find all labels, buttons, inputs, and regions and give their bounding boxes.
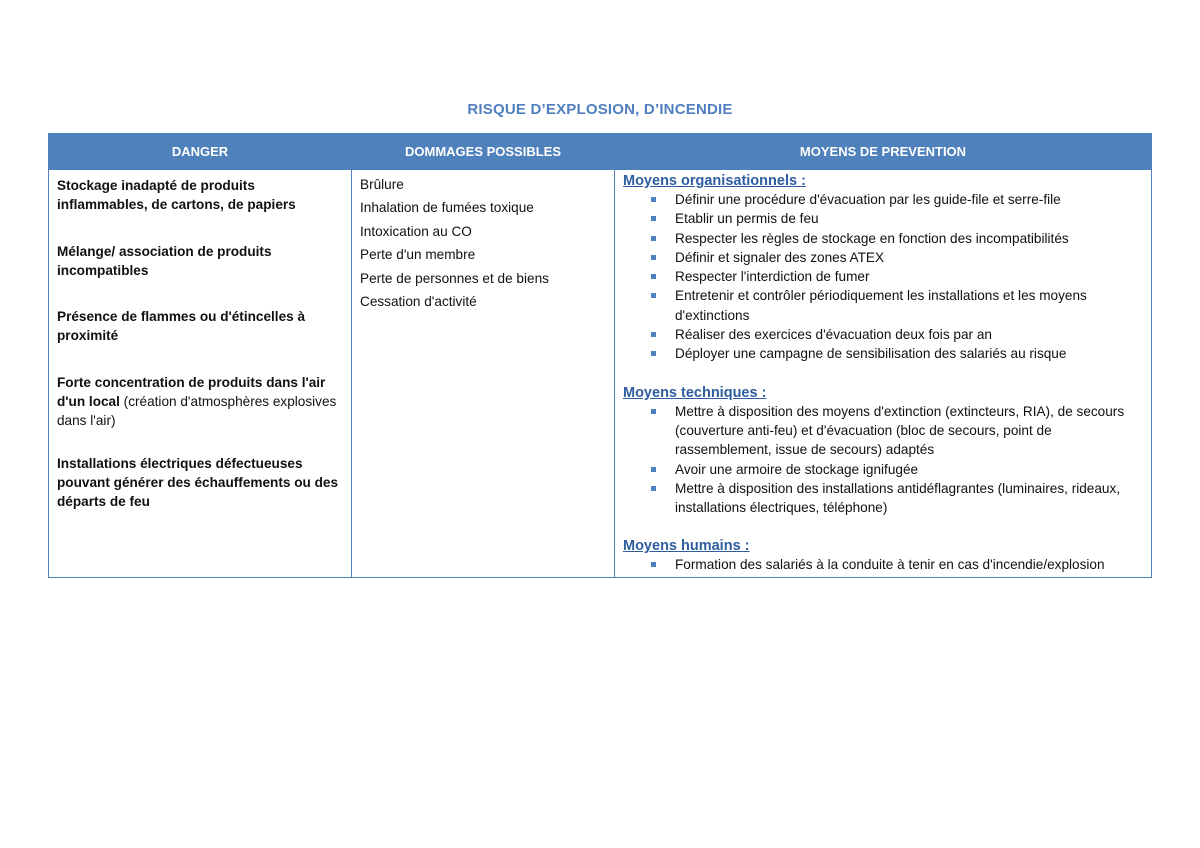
square-bullet-icon (651, 197, 656, 202)
danger-detail: (création d'atmosphères explosives dans l'air) (57, 394, 337, 429)
dommage-item: Inhalation de fumées toxique (360, 200, 534, 216)
page-title: RISQUE D’EXPLOSION, D’INCENDIE (467, 101, 733, 118)
list-item-text: Mettre à disposition des moyens d'extinction (extincteurs, RIA), de secours (couverture anti-feu) et d'évacuation (bloc de secours, point de rassemblement, issue de secours) adaptés (675, 403, 1125, 458)
section-title-humains: Moyens humains : (623, 538, 750, 555)
prevention-cell (615, 170, 1152, 578)
square-bullet-icon (651, 486, 656, 491)
dommage-item: Brûlure (360, 177, 404, 192)
danger-text: Installations électriques défectueuses pouvant générer des échauffements ou des départs de feu (57, 455, 339, 510)
danger-item (57, 307, 344, 346)
list-item (675, 479, 1143, 518)
list-item-text: Etablir un permis de feu (675, 211, 819, 227)
square-bullet-icon (651, 467, 656, 472)
list-item (675, 248, 1143, 267)
list-item (675, 190, 1143, 209)
list-item (675, 209, 1143, 228)
list-item-text: Respecter l'interdiction de fumer (675, 269, 870, 285)
square-bullet-icon (651, 351, 656, 356)
danger-item (57, 242, 344, 281)
square-bullet-icon (651, 293, 656, 298)
risk-table (48, 133, 1152, 578)
list-item-text: Définir et signaler des zones ATEX (675, 249, 885, 265)
section-title-techniques: Moyens techniques : (623, 384, 767, 401)
list-item (675, 267, 1143, 286)
dommages-cell (352, 170, 615, 578)
list-item (675, 555, 1143, 574)
list-item (675, 286, 1143, 325)
list-humains (623, 555, 1143, 574)
list-item-text: Déployer une campagne de sensibilisation des salariés au risque (675, 346, 1067, 362)
danger-text: Stockage inadapté de produits inflammables, de cartons, de papiers (57, 178, 296, 213)
list-item (675, 344, 1143, 363)
dommage-item: Perte de personnes et de biens (360, 270, 549, 286)
spacer (623, 364, 1143, 384)
table-header-row (49, 134, 1152, 170)
section-title-organisationnels: Moyens organisationnels : (623, 173, 806, 189)
dommage-item: Cessation d'activité (360, 294, 477, 310)
list-item-text: Entretenir et contrôler périodiquement les installations et les moyens d'extinctions (675, 288, 1087, 323)
square-bullet-icon (651, 274, 656, 279)
square-bullet-icon (651, 255, 656, 260)
list-item-text: Réaliser des exercices d'évacuation deux fois par an (675, 327, 992, 343)
danger-text: Présence de flammes ou d'étincelles à proximité (57, 309, 306, 344)
list-organisationnels (623, 190, 1143, 364)
list-item (675, 460, 1143, 479)
danger-text: Mélange/ association de produits incompatibles (57, 243, 272, 278)
square-bullet-icon (651, 409, 656, 414)
list-item-text: Définir une procédure d'évacuation par les guide-file et serre-file (675, 192, 1061, 207)
header-dommages: DOMMAGES POSSIBLES (352, 134, 615, 170)
danger-text: Forte concentration de produits dans l'air d'un local (57, 374, 326, 410)
list-item-text: Respecter les règles de stockage en fonction des incompatibilités (675, 230, 1069, 246)
square-bullet-icon (651, 332, 656, 337)
square-bullet-icon (651, 216, 656, 221)
table-row (49, 170, 1152, 578)
list-item (675, 402, 1143, 460)
list-item-text: Formation des salariés à la conduite à tenir en cas d'incendie/explosion (675, 557, 1105, 573)
square-bullet-icon (651, 236, 656, 241)
square-bullet-icon (651, 562, 656, 567)
danger-item (57, 373, 344, 431)
list-item (675, 229, 1143, 248)
list-item-text: Mettre à disposition des installations antidéflagrantes (luminaires, rideaux, installations électriques, téléphone) (675, 480, 1121, 516)
header-danger: DANGER (49, 134, 352, 170)
danger-item (57, 454, 344, 512)
danger-cell (49, 170, 352, 578)
dommage-item: Intoxication au CO (360, 223, 472, 239)
list-item (675, 325, 1143, 344)
danger-item (57, 176, 344, 215)
dommage-item: Perte d'un membre (360, 247, 476, 263)
spacer (623, 517, 1143, 537)
header-prevention: MOYENS DE PREVENTION (615, 134, 1152, 170)
list-item-text: Avoir une armoire de stockage ignifugée (675, 461, 919, 477)
list-techniques (623, 402, 1143, 518)
